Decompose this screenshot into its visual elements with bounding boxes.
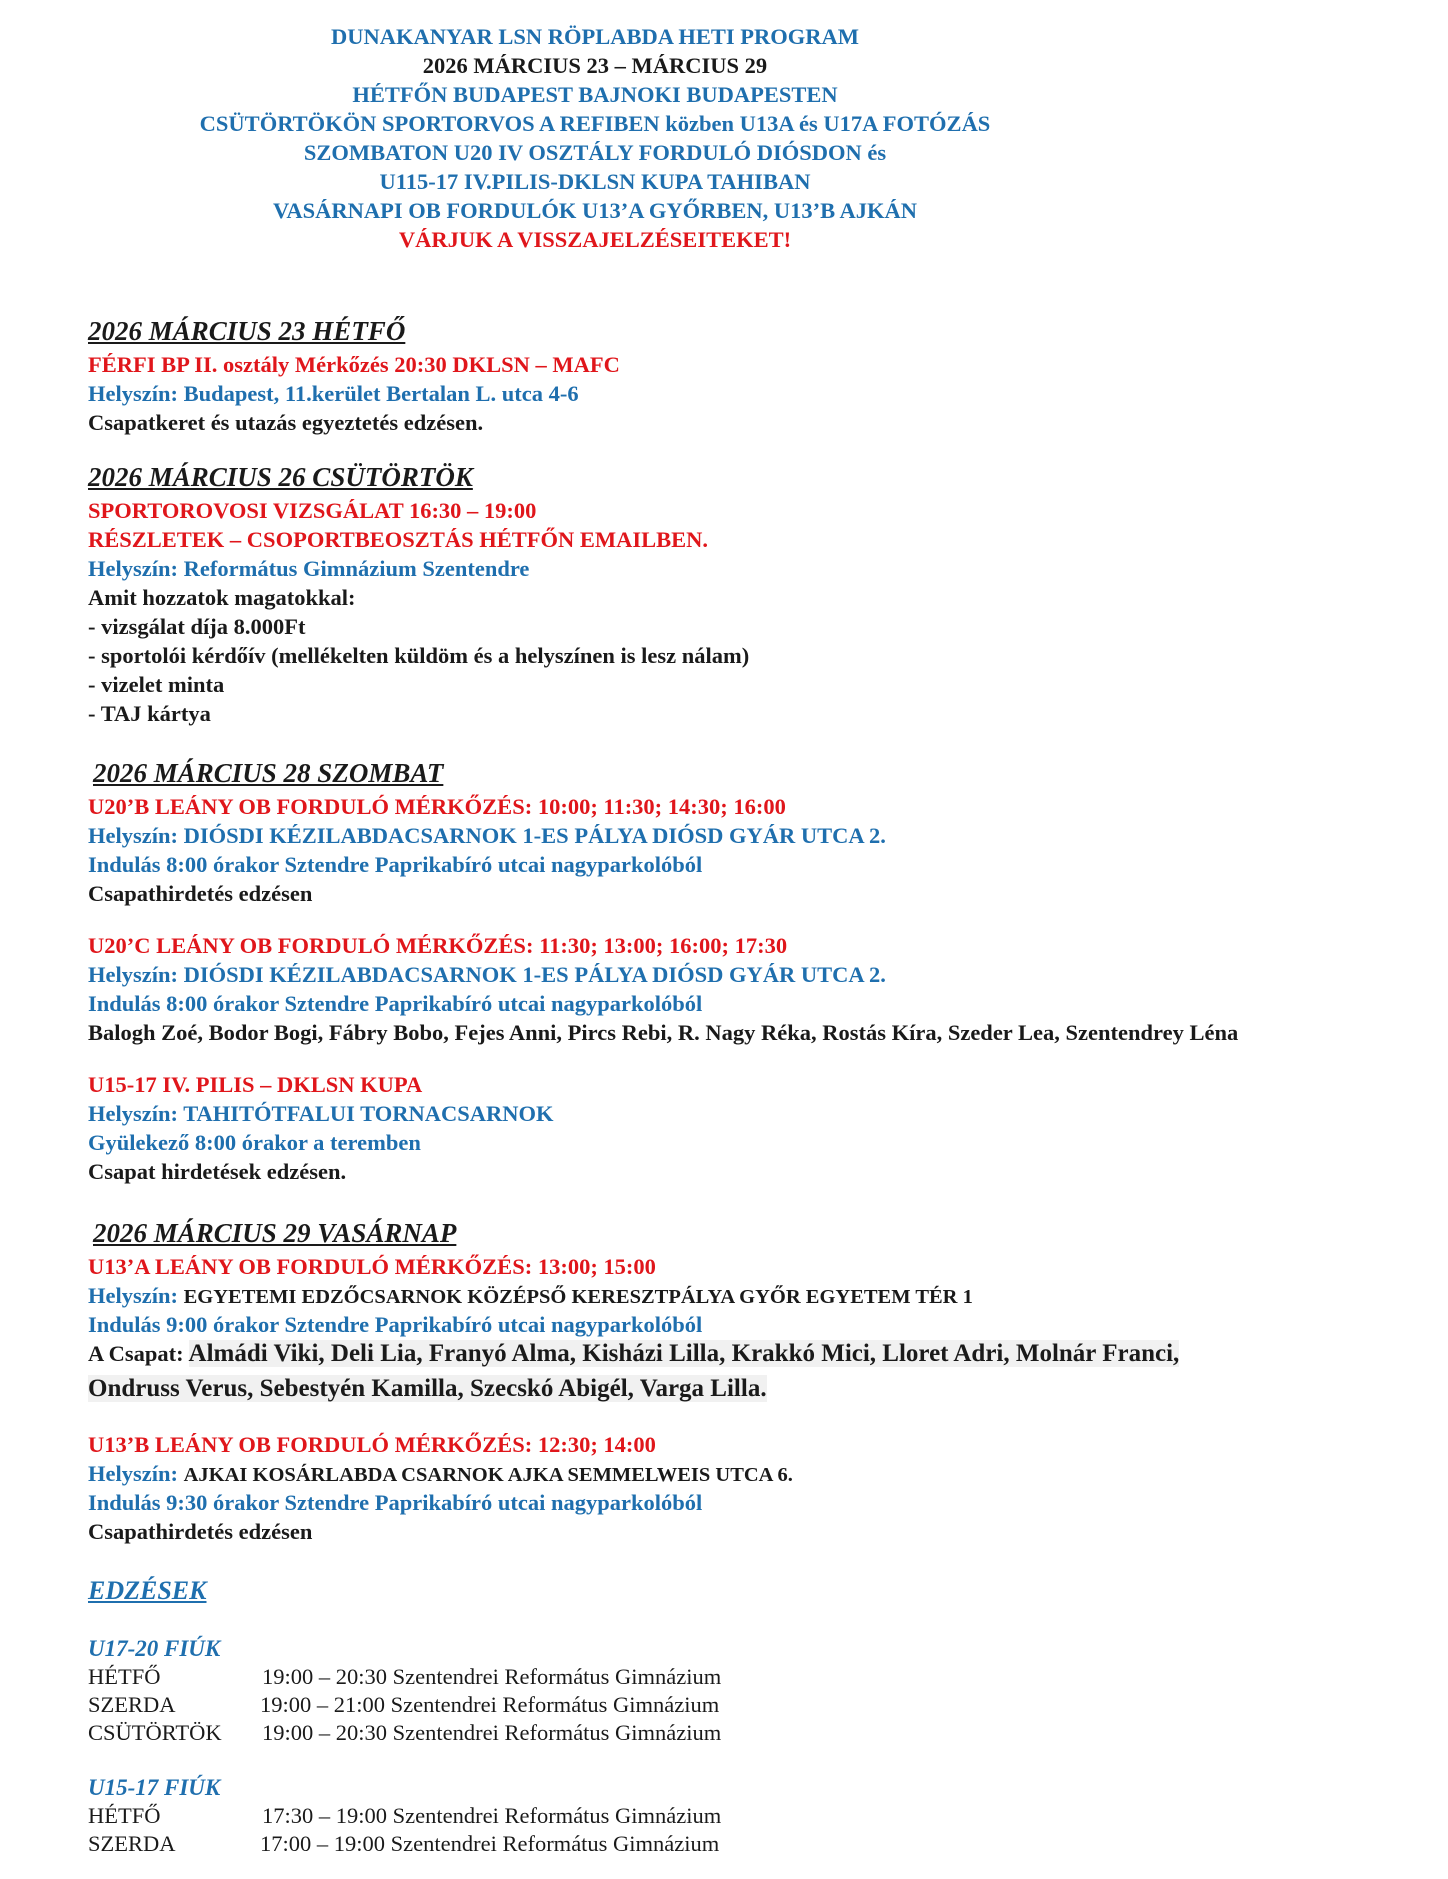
training-group-u17-20: U17-20 FIÚK — [88, 1636, 221, 1661]
thursday-bring-label: Amit hozzatok magatokkal: — [88, 585, 356, 610]
training-day: CSÜTÖRTÖK — [88, 1720, 222, 1745]
sunday-u13a-team-line2 — [88, 1375, 767, 1403]
saturday-u20c-match: U20’C LEÁNY OB FORDULÓ MÉRKŐZÉS: 11:30; 13:00; 16:00; 17:30 — [88, 933, 788, 958]
thursday-details: RÉSZLETEK – CSOPORTBEOSZTÁS HÉTFŐN EMAILBEN. — [88, 527, 708, 552]
header-date-range: 2026 MÁRCIUS 23 – MÁRCIUS 29 — [422, 53, 768, 78]
saturday-u20c-place: Helyszín: DIÓSDI KÉZILABDACSARNOK 1-ES PÁLYA DIÓSD GYÁR UTCA 2. — [88, 962, 886, 987]
training-time: 17:00 – 19:00 Szentendrei Református Gimnázium — [260, 1831, 720, 1856]
sunday-u13a-departure: Indulás 9:00 órakor Sztendre Paprikabíró utcai nagyparkolóból — [88, 1312, 703, 1337]
header-saturday-summary: SZOMBATON U20 IV OSZTÁLY FORDULÓ DIÓSDON és — [303, 140, 887, 165]
thursday-place: Helyszín: Református Gimnázium Szentendre — [88, 556, 530, 581]
day-heading-thursday: 2026 MÁRCIUS 26 CSÜTÖRTÖK — [88, 462, 473, 492]
program-header — [0, 22, 1190, 254]
sunday-u13a-place: EGYETEMI EDZŐCSARNOK KÖZÉPSŐ KERESZTPÁLYA GYŐR EGYETEM TÉR 1 — [183, 1286, 973, 1308]
monday-note: Csapatkeret és utazás egyeztetés edzésen. — [88, 410, 484, 435]
training-row — [88, 1803, 721, 1829]
saturday-cup-title: U15-17 IV. PILIS – DKLSN KUPA — [88, 1072, 423, 1097]
thursday-item-urine: - vizelet minta — [88, 672, 225, 697]
sunday-u13b-note: Csapathirdetés edzésen — [88, 1519, 313, 1544]
sunday-u13b-place: AJKAI KOSÁRLABDA CSARNOK AJKA SEMMELWEIS UTCA 6. — [183, 1464, 793, 1486]
sunday-u13b-place-line — [88, 1461, 793, 1487]
sunday-u13a-team-line1 — [88, 1340, 1179, 1368]
training-row — [88, 1720, 721, 1746]
saturday-cup-place: Helyszín: TAHITÓTFALUI TORNACSARNOK — [88, 1101, 554, 1126]
training-group-u15-17: U15-17 FIÚK — [88, 1775, 221, 1800]
training-time: 19:00 – 21:00 Szentendrei Református Gimnázium — [260, 1692, 720, 1717]
training-time: 19:00 – 20:30 Szentendrei Református Gimnázium — [262, 1720, 722, 1745]
sunday-u13a-team-names1: Almádi Viki, Deli Lia, Franyó Alma, Kisházi Lilla, Krakkó Mici, Lloret Adri, Molnár Franci, — [188, 1340, 1180, 1367]
training-time: 19:00 – 20:30 Szentendrei Református Gimnázium — [262, 1664, 722, 1689]
sunday-u13a-team-label: A Csapat: — [88, 1341, 184, 1366]
header-title: DUNAKANYAR LSN RÖPLABDA HETI PROGRAM — [331, 24, 859, 49]
thursday-item-fee: - vizsgálat díja 8.000Ft — [88, 614, 306, 639]
training-day: HÉTFŐ — [88, 1803, 161, 1828]
header-cup-summary: U115-17 IV.PILIS-DKLSN KUPA TAHIBAN — [379, 169, 811, 194]
day-heading-monday: 2026 MÁRCIUS 23 HÉTFŐ — [88, 316, 406, 346]
training-day: HÉTFŐ — [88, 1664, 161, 1689]
training-row — [88, 1664, 721, 1690]
day-heading-sunday: 2026 MÁRCIUS 29 VASÁRNAP — [93, 1218, 457, 1248]
monday-match: FÉRFI BP II. osztály Mérkőzés 20:30 DKLSN – MAFC — [88, 352, 620, 377]
day-heading-saturday: 2026 MÁRCIUS 28 SZOMBAT — [93, 758, 444, 788]
training-row — [88, 1831, 719, 1857]
training-time: 17:30 – 19:00 Szentendrei Református Gimnázium — [262, 1803, 722, 1828]
saturday-u20b-note: Csapathirdetés edzésen — [88, 881, 313, 906]
sunday-u13a-team-names2: Ondruss Verus, Sebestyén Kamilla, Szecskó Abigél, Varga Lilla. — [88, 1375, 767, 1402]
training-day: SZERDA — [88, 1692, 176, 1717]
sunday-u13b-departure: Indulás 9:30 órakor Sztendre Paprikabíró utcai nagyparkolóból — [88, 1490, 703, 1515]
saturday-cup-meeting: Gyülekező 8:00 órakor a teremben — [88, 1130, 421, 1155]
header-sunday-summary: VASÁRNAPI OB FORDULÓK U13’A GYŐRBEN, U13’B AJKÁN — [272, 198, 917, 223]
monday-place: Helyszín: Budapest, 11.kerület Bertalan L. utca 4-6 — [88, 381, 579, 406]
saturday-u20b-place: Helyszín: DIÓSDI KÉZILABDACSARNOK 1-ES PÁLYA DIÓSD GYÁR UTCA 2. — [88, 823, 886, 848]
saturday-u20c-team: Balogh Zoé, Bodor Bogi, Fábry Bobo, Fejes Anni, Pircs Rebi, R. Nagy Réka, Rostás Kíra, Szeder Lea, Szentendrey Léna — [88, 1020, 1239, 1045]
training-day: SZERDA — [88, 1831, 176, 1856]
thursday-exam: SPORTOROVOSI VIZSGÁLAT 16:30 – 19:00 — [88, 498, 537, 523]
training-row — [88, 1692, 719, 1718]
saturday-u20b-departure: Indulás 8:00 órakor Sztendre Paprikabíró utcai nagyparkolóból — [88, 852, 703, 877]
header-thursday-summary: CSÜTÖRTÖKÖN SPORTORVOS A REFIBEN közben U13A és U17A FOTÓZÁS — [199, 111, 991, 136]
sunday-u13b-place-label: Helyszín: — [88, 1461, 178, 1486]
saturday-u20c-departure: Indulás 8:00 órakor Sztendre Paprikabíró utcai nagyparkolóból — [88, 991, 703, 1016]
thursday-item-questionnaire: - sportolói kérdőív (mellékelten küldöm és a helyszínen is lesz nálam) — [88, 643, 750, 668]
saturday-u20b-match: U20’B LEÁNY OB FORDULÓ MÉRKŐZÉS: 10:00; 11:30; 14:30; 16:00 — [88, 794, 786, 819]
sunday-u13a-place-label: Helyszín: — [88, 1283, 178, 1308]
sunday-u13a-place-line — [88, 1283, 973, 1309]
sunday-u13a-match: U13’A LEÁNY OB FORDULÓ MÉRKŐZÉS: 13:00; 15:00 — [88, 1254, 656, 1279]
saturday-cup-note: Csapat hirdetések edzésen. — [88, 1159, 347, 1184]
trainings-heading: EDZÉSEK — [88, 1576, 207, 1605]
header-monday-summary: HÉTFŐN BUDAPEST BAJNOKI BUDAPESTEN — [352, 82, 838, 107]
thursday-item-taj: - TAJ kártya — [88, 701, 211, 726]
header-feedback-request: VÁRJUK A VISSZAJELZÉSEITEKET! — [398, 227, 792, 252]
sunday-u13b-match: U13’B LEÁNY OB FORDULÓ MÉRKŐZÉS: 12:30; 14:00 — [88, 1432, 656, 1457]
